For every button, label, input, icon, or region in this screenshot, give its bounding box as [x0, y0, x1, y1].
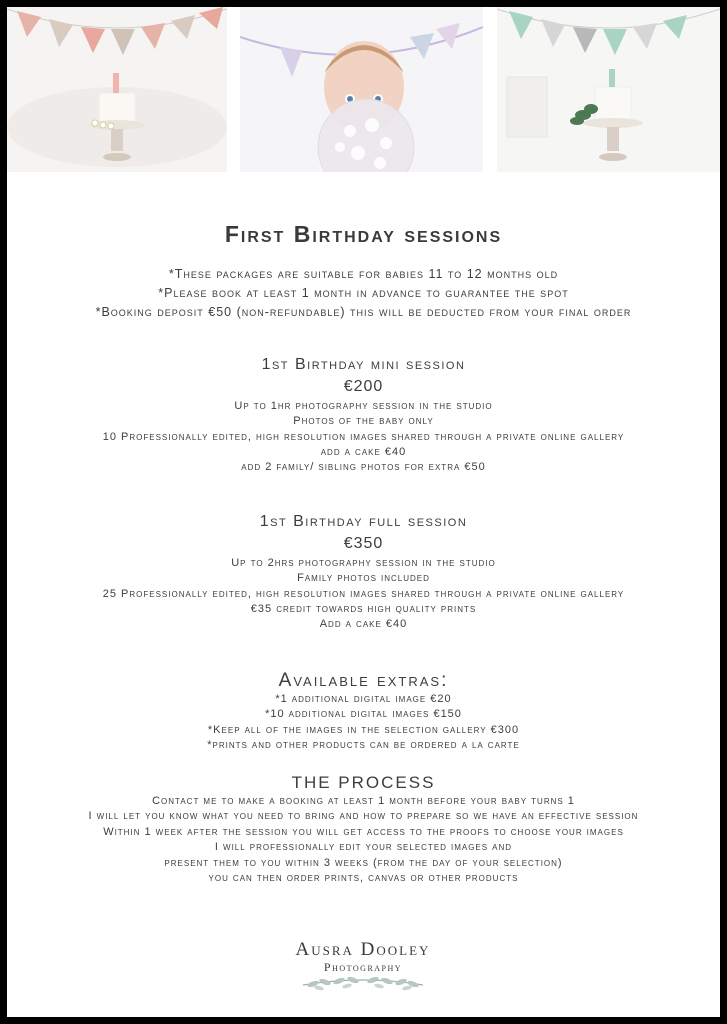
logo-name: Ausra Dooley	[295, 939, 431, 960]
intro-note: *Booking deposit €50 (non-refundable) this will be deducted from your final order	[95, 305, 632, 319]
package-line: Up to 2hrs photography session in the studio	[231, 557, 496, 569]
extras-line: *10 additional digital images €150	[265, 708, 462, 721]
baby-balloon-photo	[240, 7, 483, 172]
intro-notes	[7, 265, 720, 322]
cake-photo-pink	[7, 7, 227, 172]
package-title: 1st Birthday full session	[259, 513, 468, 530]
package-title: 1st Birthday mini session	[261, 356, 466, 373]
package-line: add 2 family/ sibling photos for extra €50	[241, 461, 486, 474]
package-mini	[7, 355, 720, 475]
intro-note: *These packages are suitable for babies 11 to 12 months old	[168, 267, 559, 281]
cake-photo-mint	[497, 7, 720, 172]
extras-section	[7, 670, 720, 754]
extras-line: *prints and other products can be ordered a la carte	[207, 739, 520, 752]
page-title: First Birthday sessions	[224, 221, 503, 247]
process-line: I will let you know what you need to bring and how to prepare so we have an effective session	[88, 810, 639, 823]
process-line: you can then order prints, canvas or other products	[208, 872, 519, 885]
intro-note: *Please book at least 1 month in advance to guarantee the spot	[158, 286, 569, 300]
package-line: add a cake €40	[320, 445, 407, 458]
package-price: €350	[343, 535, 384, 552]
package-line: 10 Professionally edited, high resolution images shared through a private online gallery	[102, 430, 625, 443]
package-full	[7, 512, 720, 632]
package-line: Photos of the baby only	[293, 415, 434, 428]
extras-line: *Keep all of the images in the selection gallery €300	[207, 723, 520, 736]
extras-title: Available extras:	[278, 670, 449, 691]
package-line: Up to 1hr photography session in the studio	[234, 400, 493, 412]
package-price: €200	[343, 378, 384, 395]
process-title: THE PROCESS	[291, 773, 436, 792]
package-line: Family photos included	[297, 572, 430, 585]
price-sheet	[7, 7, 720, 1017]
package-line: 25 Professionally edited, high resolution images shared through a private online gallery	[102, 587, 625, 600]
process-line: Within 1 week after the session you will get access to the proofs to choose your images	[103, 825, 624, 838]
extras-line: *1 additional digital image €20	[275, 693, 452, 705]
brand-logo	[263, 939, 463, 999]
process-line: present them to you within 3 weeks (from the day of your selection)	[164, 856, 563, 869]
package-line: €35 credit towards high quality prints	[250, 602, 477, 615]
logo-subtitle: Photography	[323, 960, 403, 974]
process-line: I will professionally edit your selected images and	[214, 841, 513, 854]
process-line: Contact me to make a booking at least 1 month before your baby turns 1	[152, 795, 575, 807]
package-line: Add a cake €40	[319, 618, 408, 631]
process-section	[7, 772, 720, 886]
laurel-icon	[263, 973, 463, 995]
